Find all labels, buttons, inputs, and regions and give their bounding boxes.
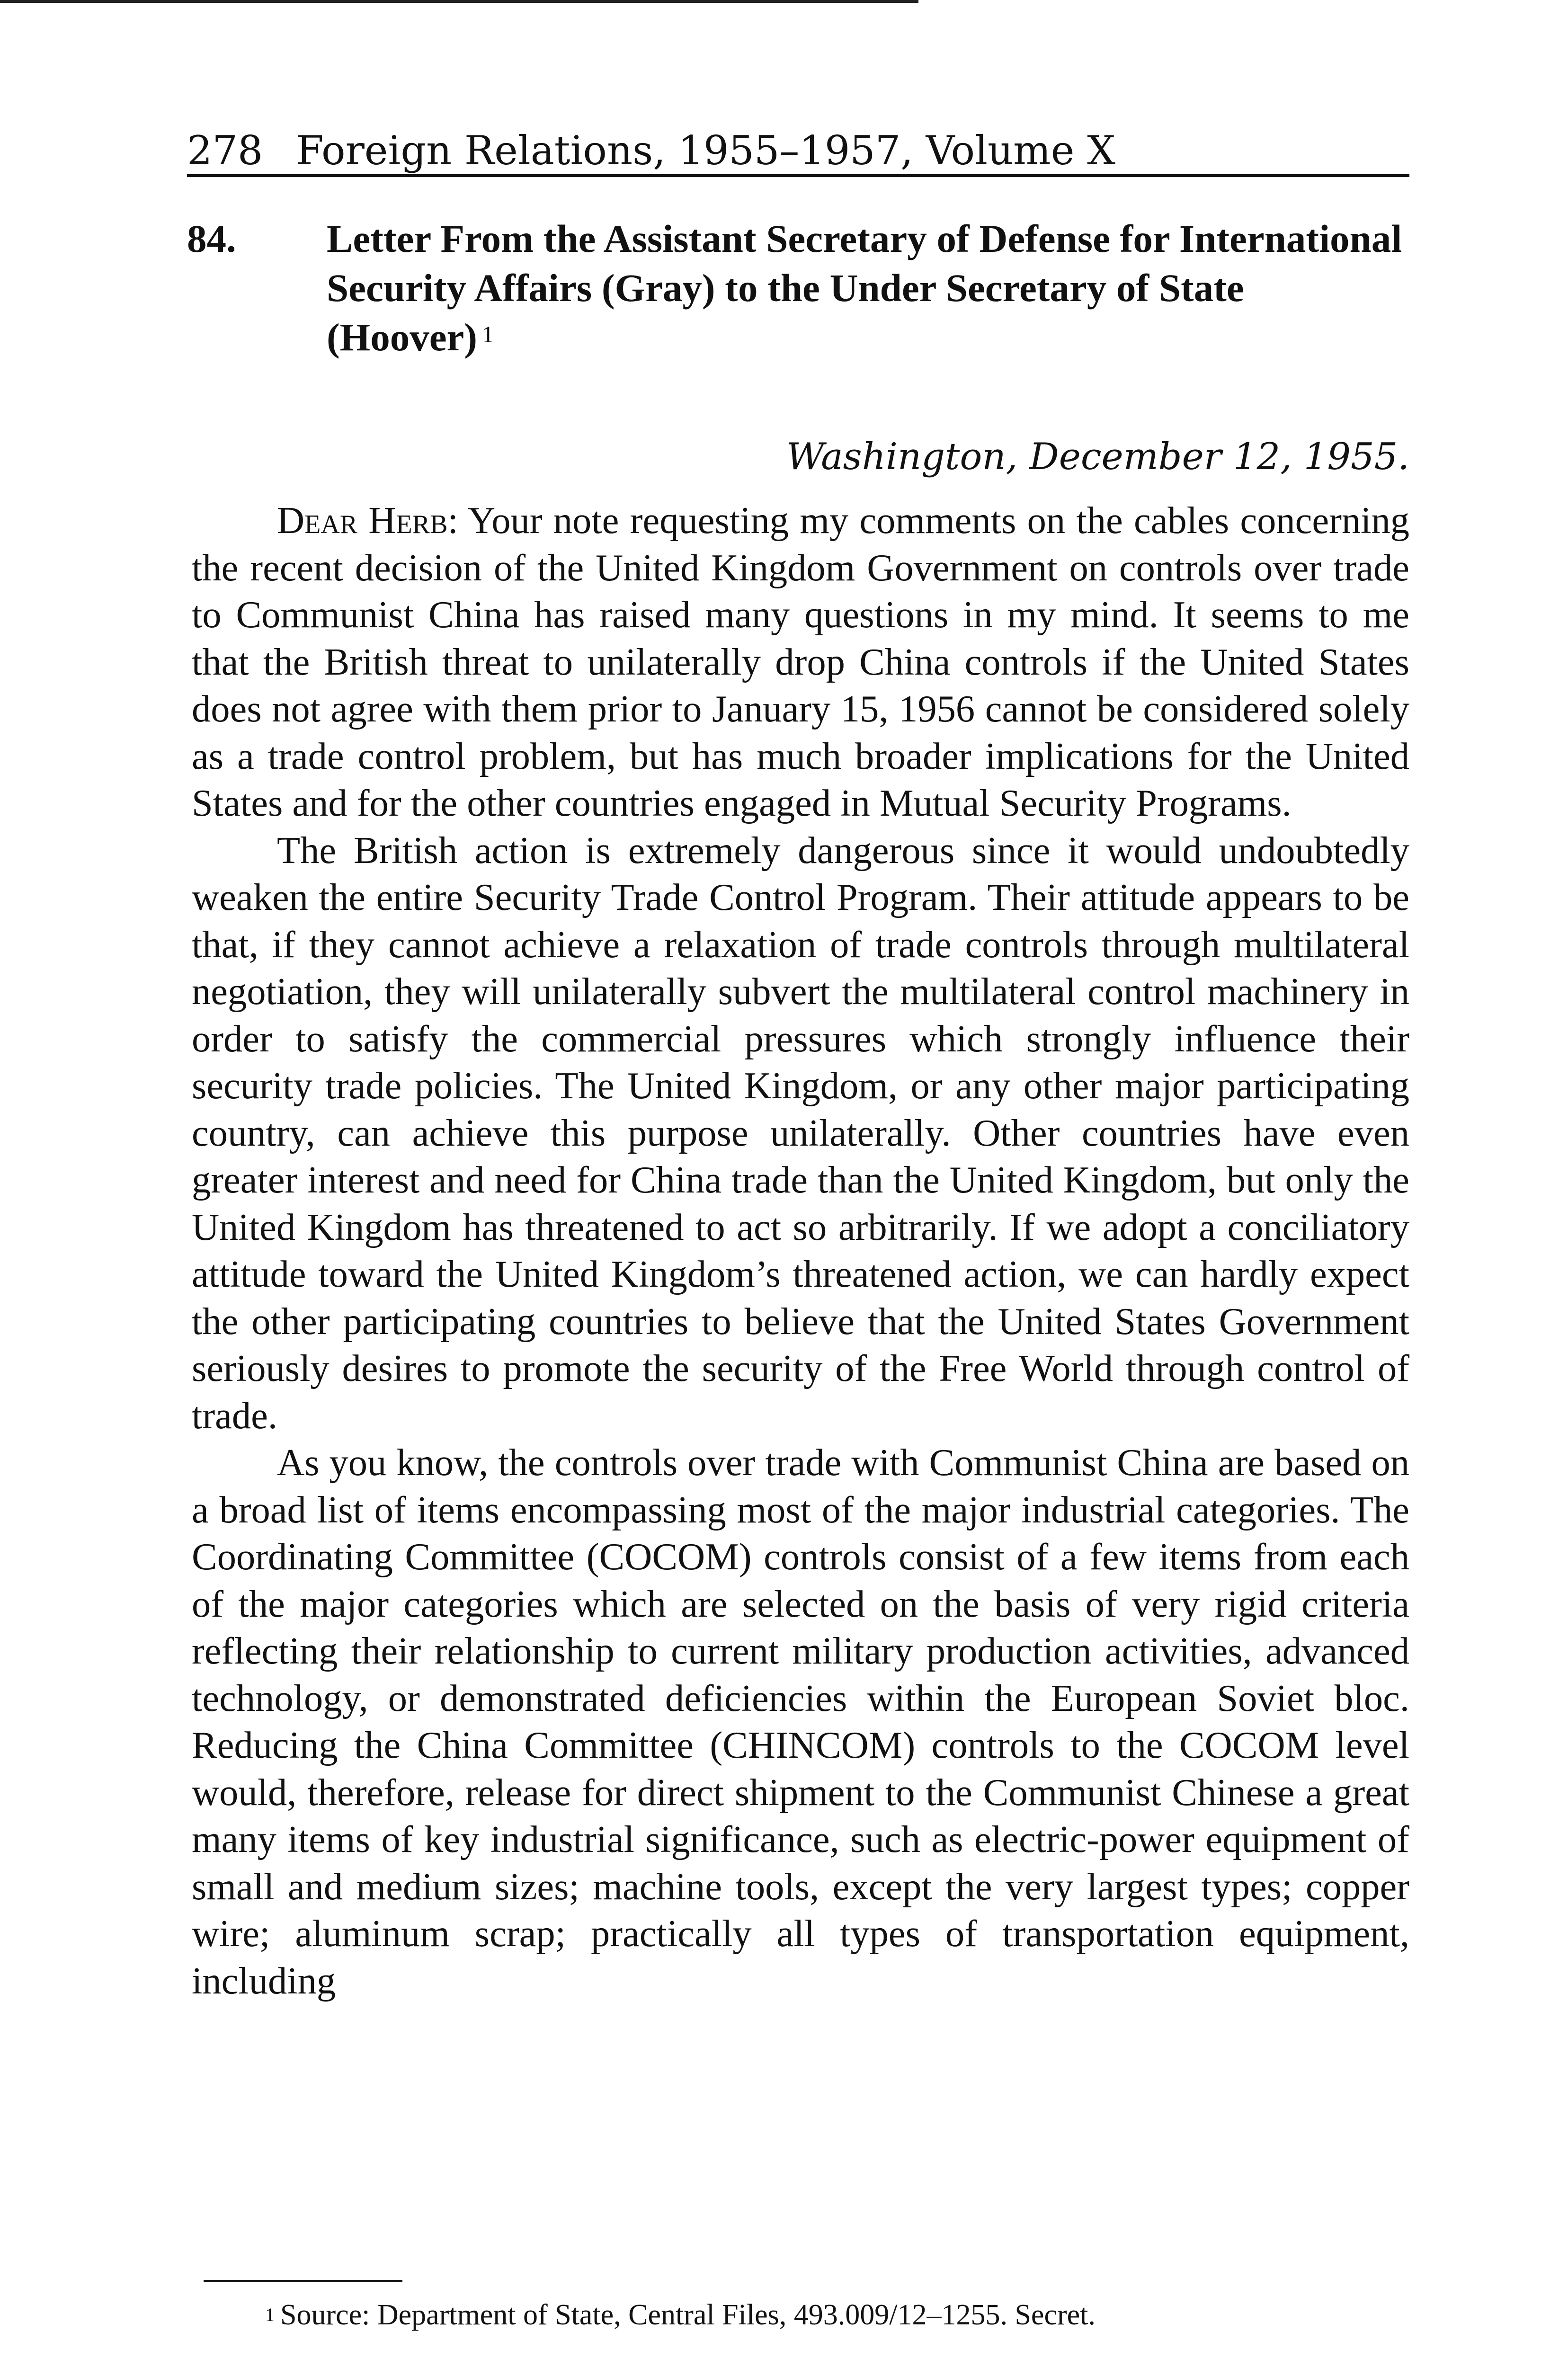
running-head xyxy=(187,127,1409,177)
paragraph-3: As you know, the controls over trade with Communist China are based on a broad list of items encompassing most of the major industrial categories. The Coordinating Committee (COCOM) controls consist of a few items from each of the major categories which are selected on the basis of very rigid criteria reflecting their relationship to current military production activities, advanced technology, or demonstrated deficiencies within the European Soviet bloc. Reducing the China Committee (CHINCOM) controls to the COCOM level would, therefore, release for direct shipment to the Communist Chinese a great many items of key industrial significance, such as electric-power equipment of small and medium sizes; machine tools, except the very largest types; copper wire; aluminum scrap; practically all types of transportation equipment, including xyxy=(192,1442,1409,2002)
footnote-text: Source: Department of State, Central Files, 493.009/12–1255. Secret. xyxy=(280,2299,1096,2331)
footnote xyxy=(265,2294,1096,2336)
series-title: Foreign Relations, 1955–1957, Volume X xyxy=(296,127,1115,174)
document-number: 84. xyxy=(187,217,236,260)
document-heading xyxy=(187,214,1409,362)
footnote-divider xyxy=(204,2280,402,2282)
paragraph-1-text: Your note requesting my comments on the cables concerning the recent decision of the United Kingdom Government on controls over trade to Communist China has raised many questions in my mind. It seems to me that the British threat to unilaterally drop China controls if the United States does not agree with them prior to January 15, 1956 cannot be considered solely as a trade control problem, but has much broader implications for the United States and for the other countries engaged in Mutual Security Programs. xyxy=(192,499,1409,824)
paragraph-1 xyxy=(192,497,1409,827)
letter-body xyxy=(192,497,1409,2004)
dateline: Washington, December 12, 1955. xyxy=(786,436,1409,478)
paragraph-2: The British action is extremely dangerous since it would undoubtedly weaken the entire Security Trade Control Program. Their attitude appears to be that, if they cannot achieve a relaxation of trade controls through multilateral negotiation, they will unilaterally subvert the multilateral control machinery in order to satisfy the commercial pressures which strongly influence their security trade policies. The United Kingdom, or any other major participating country, can achieve this purpose unilaterally. Other countries have even greater interest and need for China trade than the United Kingdom, but only the United Kingdom has threatened to act so arbitrarily. If we adopt a conciliatory attitude toward the United Kingdom’s threatened action, we can hardly expect the other participating countries to believe that the United States Government seriously desires to promote the security of the Free World through control of trade. xyxy=(192,829,1409,1437)
footnote-marker: 1 xyxy=(265,2304,275,2325)
scan-edge-rule xyxy=(0,0,918,3)
title-footnote-marker[interactable]: 1 xyxy=(482,321,494,347)
page-number: 278 xyxy=(187,127,263,174)
salutation: Dear Herb: xyxy=(277,499,458,542)
document-title-block xyxy=(327,214,1416,362)
document-title: Letter From the Assistant Secretary of Defense for International Security Affairs (Gray) to the Under Secretary of State (Hoover) xyxy=(327,217,1402,359)
